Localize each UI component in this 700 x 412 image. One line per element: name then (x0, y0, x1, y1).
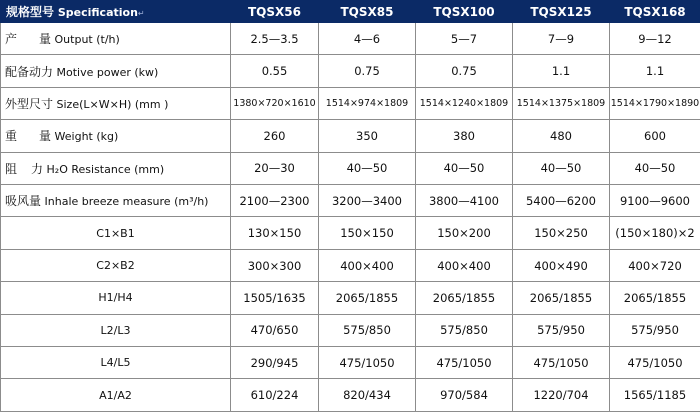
cell-output-tqsx85: 4—6 (319, 23, 416, 55)
cell-a1a2-tqsx168: 1565/1185 (610, 379, 700, 412)
cell-resistance-tqsx100: 40—50 (416, 152, 513, 184)
cell-l4l5-tqsx125: 475/1050 (513, 347, 610, 379)
specification-header (1, 1, 231, 23)
cell-resistance-tqsx168: 40—50 (610, 152, 700, 184)
model-header-tqsx56: TQSX56 (231, 1, 319, 23)
paragraph-mark-icon: ↵ (137, 9, 145, 18)
cell-breeze-tqsx168: 9100—9600 (610, 185, 700, 217)
cell-resistance-tqsx85: 40—50 (319, 152, 416, 184)
cell-c2b2-tqsx85: 400×400 (319, 249, 416, 281)
cell-a1a2-tqsx100: 970/584 (416, 379, 513, 412)
cell-l2l3-tqsx125: 575/950 (513, 314, 610, 346)
row-a1-a2 (1, 379, 700, 412)
cell-size-tqsx168: 1514×1790×1890 (610, 87, 700, 119)
cell-a1a2-tqsx56: 610/224 (231, 379, 319, 412)
cell-weight-tqsx85: 350 (319, 120, 416, 152)
cell-h1h4-tqsx168: 2065/1855 (610, 282, 700, 314)
label-a1-a2: A1/A2 (1, 379, 231, 412)
cell-h1h4-tqsx85: 2065/1855 (319, 282, 416, 314)
cell-power-tqsx125: 1.1 (513, 55, 610, 87)
label-c2-b2: C2×B2 (1, 249, 231, 281)
label-l2-l3: L2/L3 (1, 314, 231, 346)
cell-size-tqsx125: 1514×1375×1809 (513, 87, 610, 119)
cell-output-tqsx56: 2.5—3.5 (231, 23, 319, 55)
label-resistance: 阻 力 H₂O Resistance (mm) (1, 152, 231, 184)
label-size: 外型尺寸 Size(L×W×H) (mm ) (1, 87, 231, 119)
model-header-tqsx125: TQSX125 (513, 1, 610, 23)
label-h1-h4: H1/H4 (1, 282, 231, 314)
cell-breeze-tqsx56: 2100—2300 (231, 185, 319, 217)
row-inhale-breeze (1, 185, 700, 217)
cell-c2b2-tqsx100: 400×400 (416, 249, 513, 281)
cell-l4l5-tqsx56: 290/945 (231, 347, 319, 379)
label-inhale-breeze: 吸风量 Inhale breeze measure (m³/h) (1, 185, 231, 217)
cell-l4l5-tqsx100: 475/1050 (416, 347, 513, 379)
cell-l4l5-tqsx168: 475/1050 (610, 347, 700, 379)
cell-output-tqsx125: 7—9 (513, 23, 610, 55)
cell-weight-tqsx56: 260 (231, 120, 319, 152)
label-c1-b1: C1×B1 (1, 217, 231, 249)
cell-c1b1-tqsx125: 150×250 (513, 217, 610, 249)
row-c2-b2 (1, 249, 700, 281)
cell-output-tqsx100: 5—7 (416, 23, 513, 55)
row-motive-power (1, 55, 700, 87)
row-h1-h4 (1, 282, 700, 314)
cell-weight-tqsx100: 380 (416, 120, 513, 152)
label-motive-power: 配备动力 Motive power (kw) (1, 55, 231, 87)
model-header-tqsx85: TQSX85 (319, 1, 416, 23)
cell-power-tqsx85: 0.75 (319, 55, 416, 87)
cell-output-tqsx168: 9—12 (610, 23, 700, 55)
cell-h1h4-tqsx125: 2065/1855 (513, 282, 610, 314)
label-output: 产 量 Output (t/h) (1, 23, 231, 55)
cell-c1b1-tqsx56: 130×150 (231, 217, 319, 249)
cell-breeze-tqsx125: 5400—6200 (513, 185, 610, 217)
spec-header-cn: 规格型号 (6, 5, 55, 19)
row-size (1, 87, 700, 119)
row-resistance (1, 152, 700, 184)
cell-l4l5-tqsx85: 475/1050 (319, 347, 416, 379)
cell-breeze-tqsx100: 3800—4100 (416, 185, 513, 217)
cell-c2b2-tqsx125: 400×490 (513, 249, 610, 281)
header-row (1, 1, 700, 23)
row-l2-l3 (1, 314, 700, 346)
label-l4-l5: L4/L5 (1, 347, 231, 379)
spec-header-en: Specification (54, 6, 138, 19)
cell-weight-tqsx125: 480 (513, 120, 610, 152)
cell-size-tqsx56: 1380×720×1610 (231, 87, 319, 119)
row-output (1, 23, 700, 55)
cell-weight-tqsx168: 600 (610, 120, 700, 152)
cell-c2b2-tqsx168: 400×720 (610, 249, 700, 281)
row-c1-b1 (1, 217, 700, 249)
cell-h1h4-tqsx100: 2065/1855 (416, 282, 513, 314)
cell-power-tqsx100: 0.75 (416, 55, 513, 87)
cell-power-tqsx168: 1.1 (610, 55, 700, 87)
cell-size-tqsx85: 1514×974×1809 (319, 87, 416, 119)
cell-c2b2-tqsx56: 300×300 (231, 249, 319, 281)
cell-c1b1-tqsx100: 150×200 (416, 217, 513, 249)
cell-size-tqsx100: 1514×1240×1809 (416, 87, 513, 119)
label-weight: 重 量 Weight (kg) (1, 120, 231, 152)
cell-l2l3-tqsx100: 575/850 (416, 314, 513, 346)
cell-resistance-tqsx56: 20—30 (231, 152, 319, 184)
cell-breeze-tqsx85: 3200—3400 (319, 185, 416, 217)
cell-h1h4-tqsx56: 1505/1635 (231, 282, 319, 314)
cell-c1b1-tqsx85: 150×150 (319, 217, 416, 249)
row-l4-l5 (1, 347, 700, 379)
cell-l2l3-tqsx56: 470/650 (231, 314, 319, 346)
cell-a1a2-tqsx125: 1220/704 (513, 379, 610, 412)
cell-l2l3-tqsx168: 575/950 (610, 314, 700, 346)
cell-power-tqsx56: 0.55 (231, 55, 319, 87)
model-header-tqsx100: TQSX100 (416, 1, 513, 23)
cell-l2l3-tqsx85: 575/850 (319, 314, 416, 346)
row-weight (1, 120, 700, 152)
cell-resistance-tqsx125: 40—50 (513, 152, 610, 184)
model-header-tqsx168: TQSX168 (610, 1, 700, 23)
cell-c1b1-tqsx168: (150×180)×2 (610, 217, 700, 249)
cell-a1a2-tqsx85: 820/434 (319, 379, 416, 412)
